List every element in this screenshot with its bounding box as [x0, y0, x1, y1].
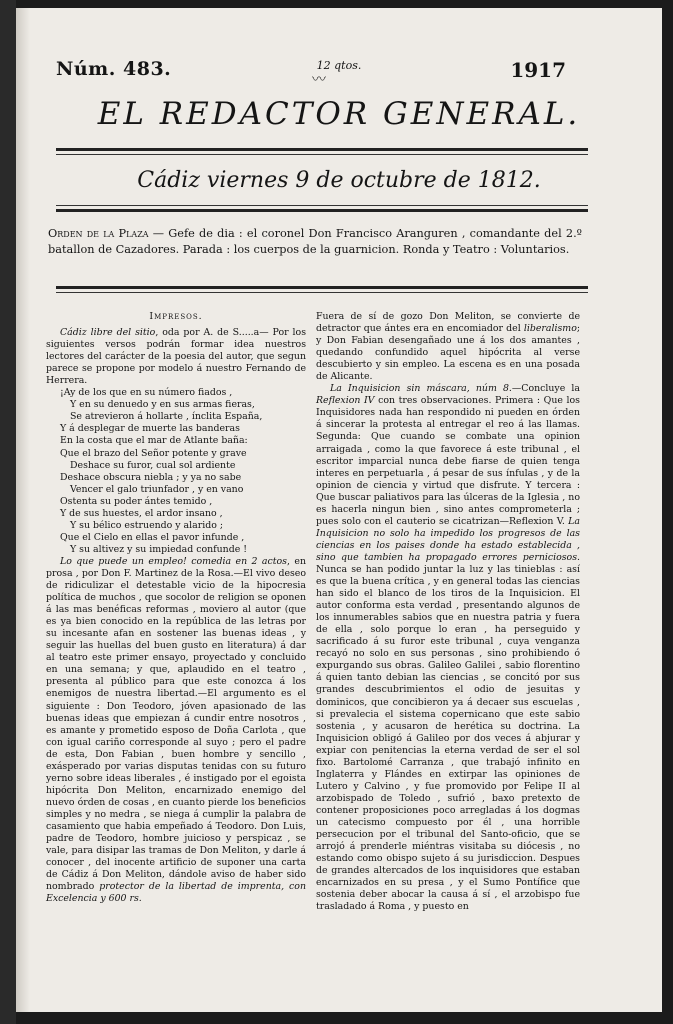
right-paragraph-2-continuation: Nunca se han podido juntar la luz y las tinieblas : así es que la buena crítica , y en general todas las ciencias han sido el blanco de los tiros de la Inquisicion. El autor conforma esta verdad , presentando algunos de los innumerables sabios que en nuestra patria y fuera de ella , solo porque lo eran , ha perseguido y sacrificado á su furor este tribunal , cuya venganza recayó no solo en sus personas , sino prohibiendo ó expurgando sus obras. Galileo Galilei , sabio florentino á quien tanto debian las ciencias , se concitó por sus grandes descubrimientos el odio de jesuitas y dominicos, que concibieron ya á decaer sus escuelas , si prevalecia el sistema copernicano que este sabio sostenia , y acusaron de herética su doctrina. La Inquisicion obligó á Galileo por dos veces á abjurar y expiar con penitencias la eterna verdad de ser el sol fixo. Bartolomé Carranza , que trabajó infinito en Inglaterra y Flándes en extirpar las opiniones de Lutero y Calvino , y fue promovido por Felipe II al arzobispado de Toledo , sufrió , baxo pretexto de contener proposiciones poco arregladas á los dogmas un catecismo compuesto por él , una horrible persecucion por el tribunal del Santo-oficio, que se arrojó á prenderle miéntras visitaba su diócesis , no estando como obispo sujeto á su jurisdiccion. Despues de grandes altercados de los inquisidores que estaban encarnizados en su presa , y el Sumo Pontífice que sostenia deber abocar la causa á sí , el arzobispo fue trasladado á Roma , y puesto en [316, 563, 580, 913]
impresos-paragraph-1-text: , oda por A. de S.....a— Por los siguientes versos podrán formar idea nuestros lectores del carácter de la poesia del autor, que segun parece se propone por modelo á nuestro Fernando de Herrera. [46, 327, 307, 387]
section-rule-thick [56, 286, 588, 289]
title-rule-thick [56, 148, 588, 151]
title-rule-thin [56, 154, 588, 155]
price-flourish-ornament: 〰 [312, 72, 326, 88]
dateline: Cádiz viernes 9 de octubre de 1812. [137, 168, 541, 193]
poem-title: Cádiz libre del sitio [60, 327, 156, 339]
orden-label: Orden de la Plaza [48, 227, 149, 240]
impresos-paragraph-2 [46, 556, 306, 905]
right-paragraph-1-text-end: ; y Don Fabian desengañado une á los dos amantes , quedando confundido aquel hipócrita al verse descubierto y sin empleo. La escena es en una posada de Alicante. [316, 323, 581, 383]
verse-line: Y á desplegar de muerte las banderas [60, 423, 240, 435]
verse-line: ¡Ay de los que en su número fiados , [60, 387, 233, 399]
verse-line: Vencer el galo triunfador , y en vano [70, 483, 244, 495]
masthead-row [16, 58, 662, 92]
verse-block [60, 387, 306, 556]
right-paragraph-2-body: con tres observaciones. Primera : Que los Inquisidores nada han respondido ni pueden en órden á sincerar la protesta al entregar el reo á las llamas. Segunda: Que cuando se combate una opinion arraigada , como la que favorece á este tribunal , el escritor imparcial nunca debe fiarse de quien tenga interes en perpetuarla , á pesar de sus ínfulas , y de la opinion de ciencia y virtud que disfrute. Y tercera : Que buscar paliativos para las úlceras de la Iglesia , no es hacerla ningun bien , sino antes comprometerla ; pues solo con el cauterio se cicatrizan—Reflexion V. [316, 395, 580, 527]
newspaper-title: EL REDACTOR GENERAL. [97, 96, 581, 132]
verse-line: Deshace su furor, cual sol ardiente [70, 459, 236, 471]
newspaper-page [16, 8, 662, 1012]
reflexion-iv: Reflexion IV [316, 395, 375, 407]
right-column [316, 311, 580, 913]
verse-line: Que el brazo del Señor potente y grave [60, 447, 247, 459]
page-number: 1917 [510, 58, 566, 82]
impresos-heading: Impresos. [149, 311, 203, 322]
inquisicion-title: La Inquisicion sin máscara, núm 8. [330, 383, 512, 395]
price: 12 qtos. [316, 59, 362, 72]
dateline-rule-thick [56, 209, 588, 212]
dateline-rule-thin [56, 205, 588, 206]
section-rule-thin [56, 292, 588, 293]
issue-number: Núm. 483. [56, 58, 172, 80]
verse-line: En la costa que el mar de Atlante baña: [60, 435, 248, 447]
right-paragraph-2-text: —Concluye la [511, 383, 580, 395]
reflexion-v-title: La Inquisicion no solo ha impedido los progresos de las ciencias en los paises donde ha estado establecida , sino que tambien ha propagado errores perniciosos. [316, 515, 580, 563]
right-paragraph-1-text: Fuera de sí de gozo Don Meliton, se convierte de detractor que ántes era en encomiador del [316, 311, 580, 335]
right-paragraph-2 [316, 383, 580, 913]
verse-line: Se atrevieron á hollarte , ínclita España, [70, 411, 263, 423]
verse-line: Y en su denuedo y en sus armas fieras, [70, 399, 255, 411]
verse-line: Y de sus huestes, el ardor insano , [60, 507, 223, 519]
verse-line: Ostenta su poder ántes temido , [60, 495, 213, 507]
orden-text: — Gefe de dia : el coronel Don Francisco Aranguren , comandante del 2.º batallon de Cazadores. Parada : los cuerpos de la guarnicion. Ronda y Teatro : Voluntarios. [48, 227, 582, 256]
book-binding-edge [0, 0, 16, 1024]
verse-line: Que el Cielo en ellas el pavor infunde , [60, 531, 245, 543]
orden-de-la-plaza [48, 226, 582, 258]
comedy-title: Lo que puede un empleo! comedia en 2 actos [60, 555, 287, 567]
verse-line: Deshace obscura niebla ; y ya no sabe [60, 471, 242, 483]
impresos-paragraph-2-text: , en prosa , por Don F. Martinez de la Rosa.—El vivo deseo de ridiculizar el detestable vicio de la hipocresia política de muchos , que socolor de religion se oponen á las mas benéficas reformas , moviero al autor (que es ya bien conocido en la república de las letras por su incesante afan en sostener las buenas ideas , y seguir las huellas del buen gusto en literatura) á dar al teatro este primer ensayo, proyectado y concluido en una semana; y que, aplaudido en el teatro , presenta al público para que este conozca á los enemigos de nuestra libertad.—El argumento es el siguiente : Don Teodoro, jóven apasionado de las buenas ideas que empiezan á cundir entre nosotros , es amante y prometido esposo de Doña Carlota , que con igual cariño corresponde al suyo ; pero el padre de esta, Don Fabian , buen hombre y sencillo , exásperado por varias disputas tenidas con su futuro yerno sobre ideas liberales , é instigado por el egoista hipócrita Don Meliton, encarnizado enemigo del nuevo órden de cosas , en cuanto pierde los beneficios simples y no medra , se niega á cumplir la palabra de casamiento que habia empeñado á Teodoro. Don Luis, padre de Teodoro, hombre juicioso y perspicaz , se vale, para disipar las tramas de Don Meliton, y darle á conocer , del inocente artificio de suponer una carta de Cádiz á Don Meliton, dándole aviso de haber sido nombrado [46, 555, 306, 893]
page-gutter-shadow [16, 8, 30, 1012]
right-paragraph-1 [316, 311, 580, 383]
left-column [46, 311, 306, 905]
verse-line: Y su bélico estruendo y alarido ; [70, 519, 223, 531]
verse-line: Y su altivez y su impiedad confunde ! [70, 543, 248, 555]
impresos-paragraph-2-end: , con Excelencia y 600 rs. [46, 881, 306, 905]
protector-title: protector de la libertad de imprenta [99, 881, 282, 893]
impresos-paragraph-1 [46, 327, 306, 387]
liberalismo-word: liberalismo [523, 323, 577, 335]
